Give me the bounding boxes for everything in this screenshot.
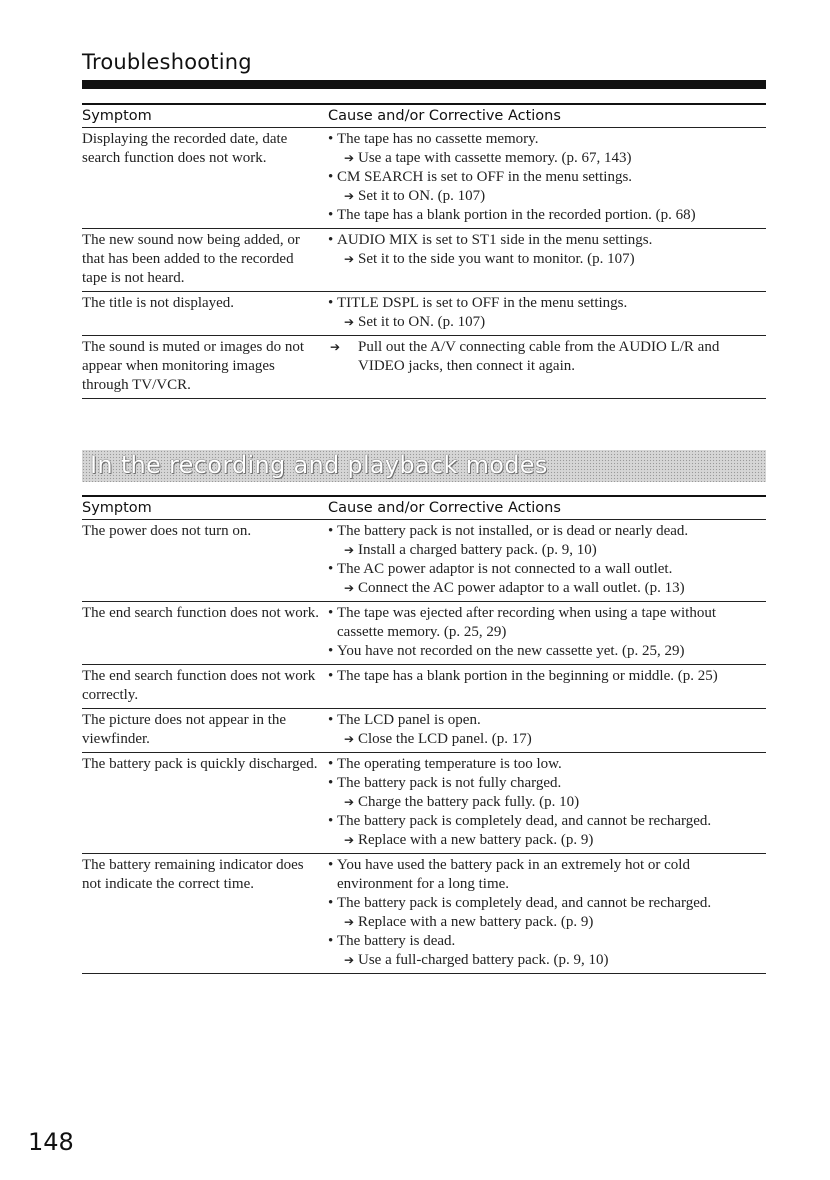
symptom-cell: The title is not displayed. [82,295,235,311]
action-text: Install a charged battery pack. (p. 9, 10) [358,542,597,558]
arrow-icon: ➔ [344,795,355,809]
cause-item: • The battery pack is completely dead, and cannot be recharged. [328,894,766,913]
table-row [82,520,766,601]
cause-item: • The battery is dead. [328,932,766,951]
cause-item: • The tape has a blank portion in the recorded portion. (p. 68) [328,206,766,225]
cause-item: • The tape has a blank portion in the beginning or middle. (p. 25) [328,667,766,686]
action-text: Connect the AC power adaptor to a wall outlet. (p. 13) [358,580,685,596]
action-text: Set it to ON. (p. 107) [358,314,486,330]
header-cause: Cause and/or Corrective Actions [328,499,561,516]
corrective-action [328,730,766,749]
cause-item: • The battery pack is not installed, or is dead or nearly dead. [328,522,766,541]
corrective-action [328,579,766,598]
symptom-cell: The battery remaining indicator does not indicate the correct time. [82,857,304,892]
cause-cell [328,755,766,850]
page-number: 148 [28,1128,74,1156]
troubleshooting-table-2 [82,495,766,974]
row-divider [82,398,766,399]
action-text: Set it to the side you want to monitor. (p. 107) [358,251,635,267]
cause-cell [328,604,766,661]
symptom-cell: The battery pack is quickly discharged. [82,756,318,772]
corrective-action [328,541,766,560]
corrective-action [328,913,766,932]
header-symptom: Symptom [82,499,152,516]
table-row [82,602,766,664]
table-row [82,292,766,335]
table-row [82,753,766,853]
cause-item: • The battery pack is completely dead, and cannot be recharged. [328,812,766,831]
row-divider [82,973,766,974]
table-row [82,854,766,973]
arrow-icon: ➔ [344,315,355,329]
corrective-action [328,149,766,168]
action-text: Use a full-charged battery pack. (p. 9, 10) [358,952,609,968]
cause-cell [328,711,766,749]
arrow-icon: ➔ [344,581,355,595]
cause-item: • CM SEARCH is set to OFF in the menu settings. [328,168,766,187]
section-heading: In the recording and playback modes [90,451,548,479]
corrective-action [330,338,766,376]
cause-cell [328,856,766,970]
arrow-icon: ➔ [344,953,355,967]
cause-item: • The battery pack is not fully charged. [328,774,766,793]
cause-item: • TITLE DSPL is set to OFF in the menu settings. [328,294,766,313]
table-row [82,336,766,398]
troubleshooting-table-1 [82,103,766,399]
action-text: Set it to ON. (p. 107) [358,188,486,204]
action-text: Use a tape with cassette memory. (p. 67, 143) [358,150,632,166]
arrow-icon: ➔ [344,833,355,847]
header-cause: Cause and/or Corrective Actions [328,107,561,124]
table-row [82,128,766,228]
cause-item: • AUDIO MIX is set to ST1 side in the menu settings. [328,231,766,250]
symptom-cell: The end search function does not work. [82,605,320,621]
arrow-icon: ➔ [344,151,355,165]
arrow-icon: ➔ [330,340,341,354]
cause-cell [328,338,766,395]
arrow-icon: ➔ [344,915,355,929]
table-row [82,665,766,708]
symptom-cell: The end search function does not work correctly. [82,668,316,703]
arrow-icon: ➔ [344,189,355,203]
action-text: Close the LCD panel. (p. 17) [358,731,532,747]
table-row [82,229,766,291]
corrective-action [328,793,766,812]
symptom-cell: The power does not turn on. [82,523,252,539]
symptom-cell: Displaying the recorded date, date search function does not work. [82,131,288,166]
cause-item: • The operating temperature is too low. [328,755,766,774]
cause-item: • The tape was ejected after recording when using a tape without cassette memory. (p. 25, 29) [328,604,766,642]
cause-item: • The AC power adaptor is not connected to a wall outlet. [328,560,766,579]
cause-cell [328,294,766,332]
action-text: Replace with a new battery pack. (p. 9) [358,832,594,848]
header-symptom: Symptom [82,107,152,124]
cause-item: • The tape has no cassette memory. [328,130,766,149]
corrective-action [328,313,766,332]
cause-cell [328,130,766,225]
corrective-action [328,831,766,850]
arrow-icon: ➔ [344,732,355,746]
cause-cell [328,522,766,598]
cause-item: • You have used the battery pack in an extremely hot or cold environment for a long time. [328,856,766,894]
corrective-action [328,187,766,206]
arrow-icon: ➔ [344,252,355,266]
corrective-action [328,250,766,269]
table-header [82,105,766,127]
action-text: Pull out the A/V connecting cable from the AUDIO L/R and VIDEO jacks, then connect it again. [358,339,720,374]
symptom-cell: The new sound now being added, or that has been added to the recorded tape is not heard. [82,232,300,286]
table-row [82,709,766,752]
cause-cell [328,667,766,705]
symptom-cell: The sound is muted or images do not appear when monitoring images through TV/VCR. [82,339,305,393]
cause-item: • The LCD panel is open. [328,711,766,730]
action-text: Replace with a new battery pack. (p. 9) [358,914,594,930]
title-rule [82,80,766,89]
symptom-cell: The picture does not appear in the viewfinder. [82,712,287,747]
table-header [82,497,766,519]
page-title: Troubleshooting [82,50,252,74]
arrow-icon: ➔ [344,543,355,557]
cause-cell [328,231,766,288]
corrective-action [328,951,766,970]
cause-item: • You have not recorded on the new cassette yet. (p. 25, 29) [328,642,766,661]
action-text: Charge the battery pack fully. (p. 10) [358,794,580,810]
